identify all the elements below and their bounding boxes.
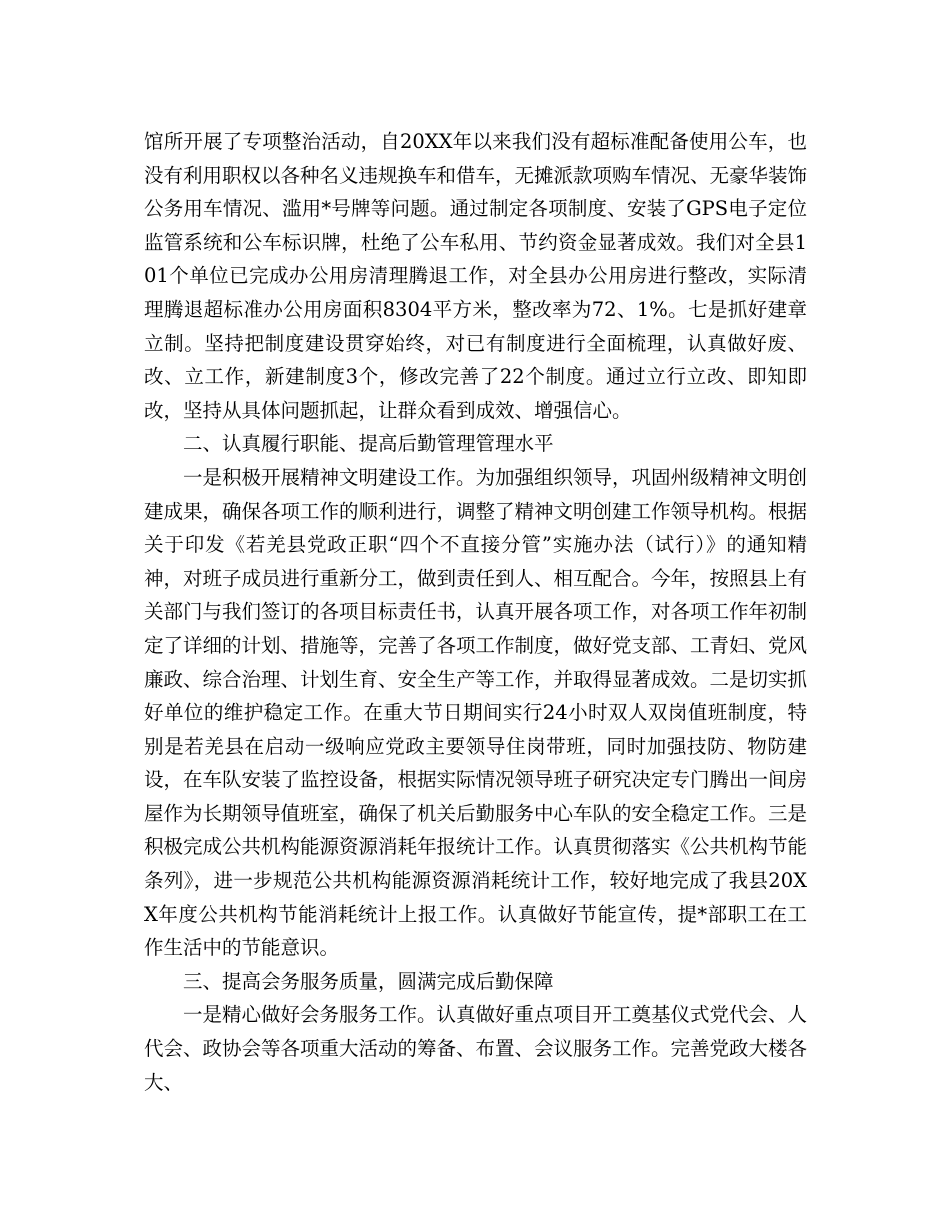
section-heading-2: 二、认真履行职能、提高后勤管理管理水平 [183,432,554,456]
body-paragraph-civilization-stability: 一是积极开展精神文明建设工作。为加强组织领导，巩固州级精神文明创建成果，确保各项工作的顺利进行，调整了精神文明创建工作领导机构。根据关于印发《若羌县党政正职“四个不直接分管”实施办法（试行）》的通知精神，对班子成员进行重新分工，做到责任到人、相互配合。今年，按照县上有关部门与我们签订的各项目标责任书，认真开展各项工作，对各项工作年初制定了详细的计划、措施等，完善了各项工作制度，做好党支部、工青妇、党风廉政、综合治理、计划生育、安全生产等工作，并取得显著成效。二是切实抓好单位的维护稳定工作。在重大节日期间实行24小时双人双岗值班制度，特别是若羌县在启动一级响应党政主要领导住岗带班，同时加强技防、物防建设，在车队安装了监控设备，根据实际情况领导班子研究决定专门腾出一间房屋作为长期领导值班室，确保了机关后勤服务中心车队的安全稳定工作。三是积极完成公共机构能源资源消耗年报统计工作。认真贯彻落实《公共机构节能条列》，进一步规范公共机构能源资源消耗统计工作，较好地完成了我县20XX年度公共机构节能消耗统计上报工作。认真做好节能宣传，提*部职工在工作生活中的节能意识。 [144,465,808,960]
body-paragraph-conference-service: 一是精心做好会务服务工作。认真做好重点项目开工奠基仪式党代会、人代会、政协会等各项重大活动的筹备、布置、会议服务工作。完善党政大楼各大、 [144,1003,808,1094]
section-heading-3: 三、提高会务服务质量，圆满完成后勤保障 [183,969,554,993]
body-paragraph-vehicles-offices: 馆所开展了专项整治活动，自20XX年以来我们没有超标准配备使用公车，也没有利用职权以各种名义违规换车和借车，无摊派款项购车情况、无豪华装饰公务用车情况、滥用*号牌等问题。通过制定各项制度、安装了GPS电子定位监管系统和公车标识牌，杜绝了公车私用、节约资金显著成效。我们对全县101个单位已完成办公用房清理腾退工作，对全县办公用房进行整改，实际清理腾退超标准办公用房面积8304平方米，整改率为72、1%。七是抓好建章立制。坚持把制度建设贯穿始终，对已有制度进行全面梳理，认真做好废、改、立工作，新建制度3个，修改完善了22个制度。通过立行立改、即知即改，坚持从具体问题抓起，让群众看到成效、增强信心。 [144,130,808,422]
